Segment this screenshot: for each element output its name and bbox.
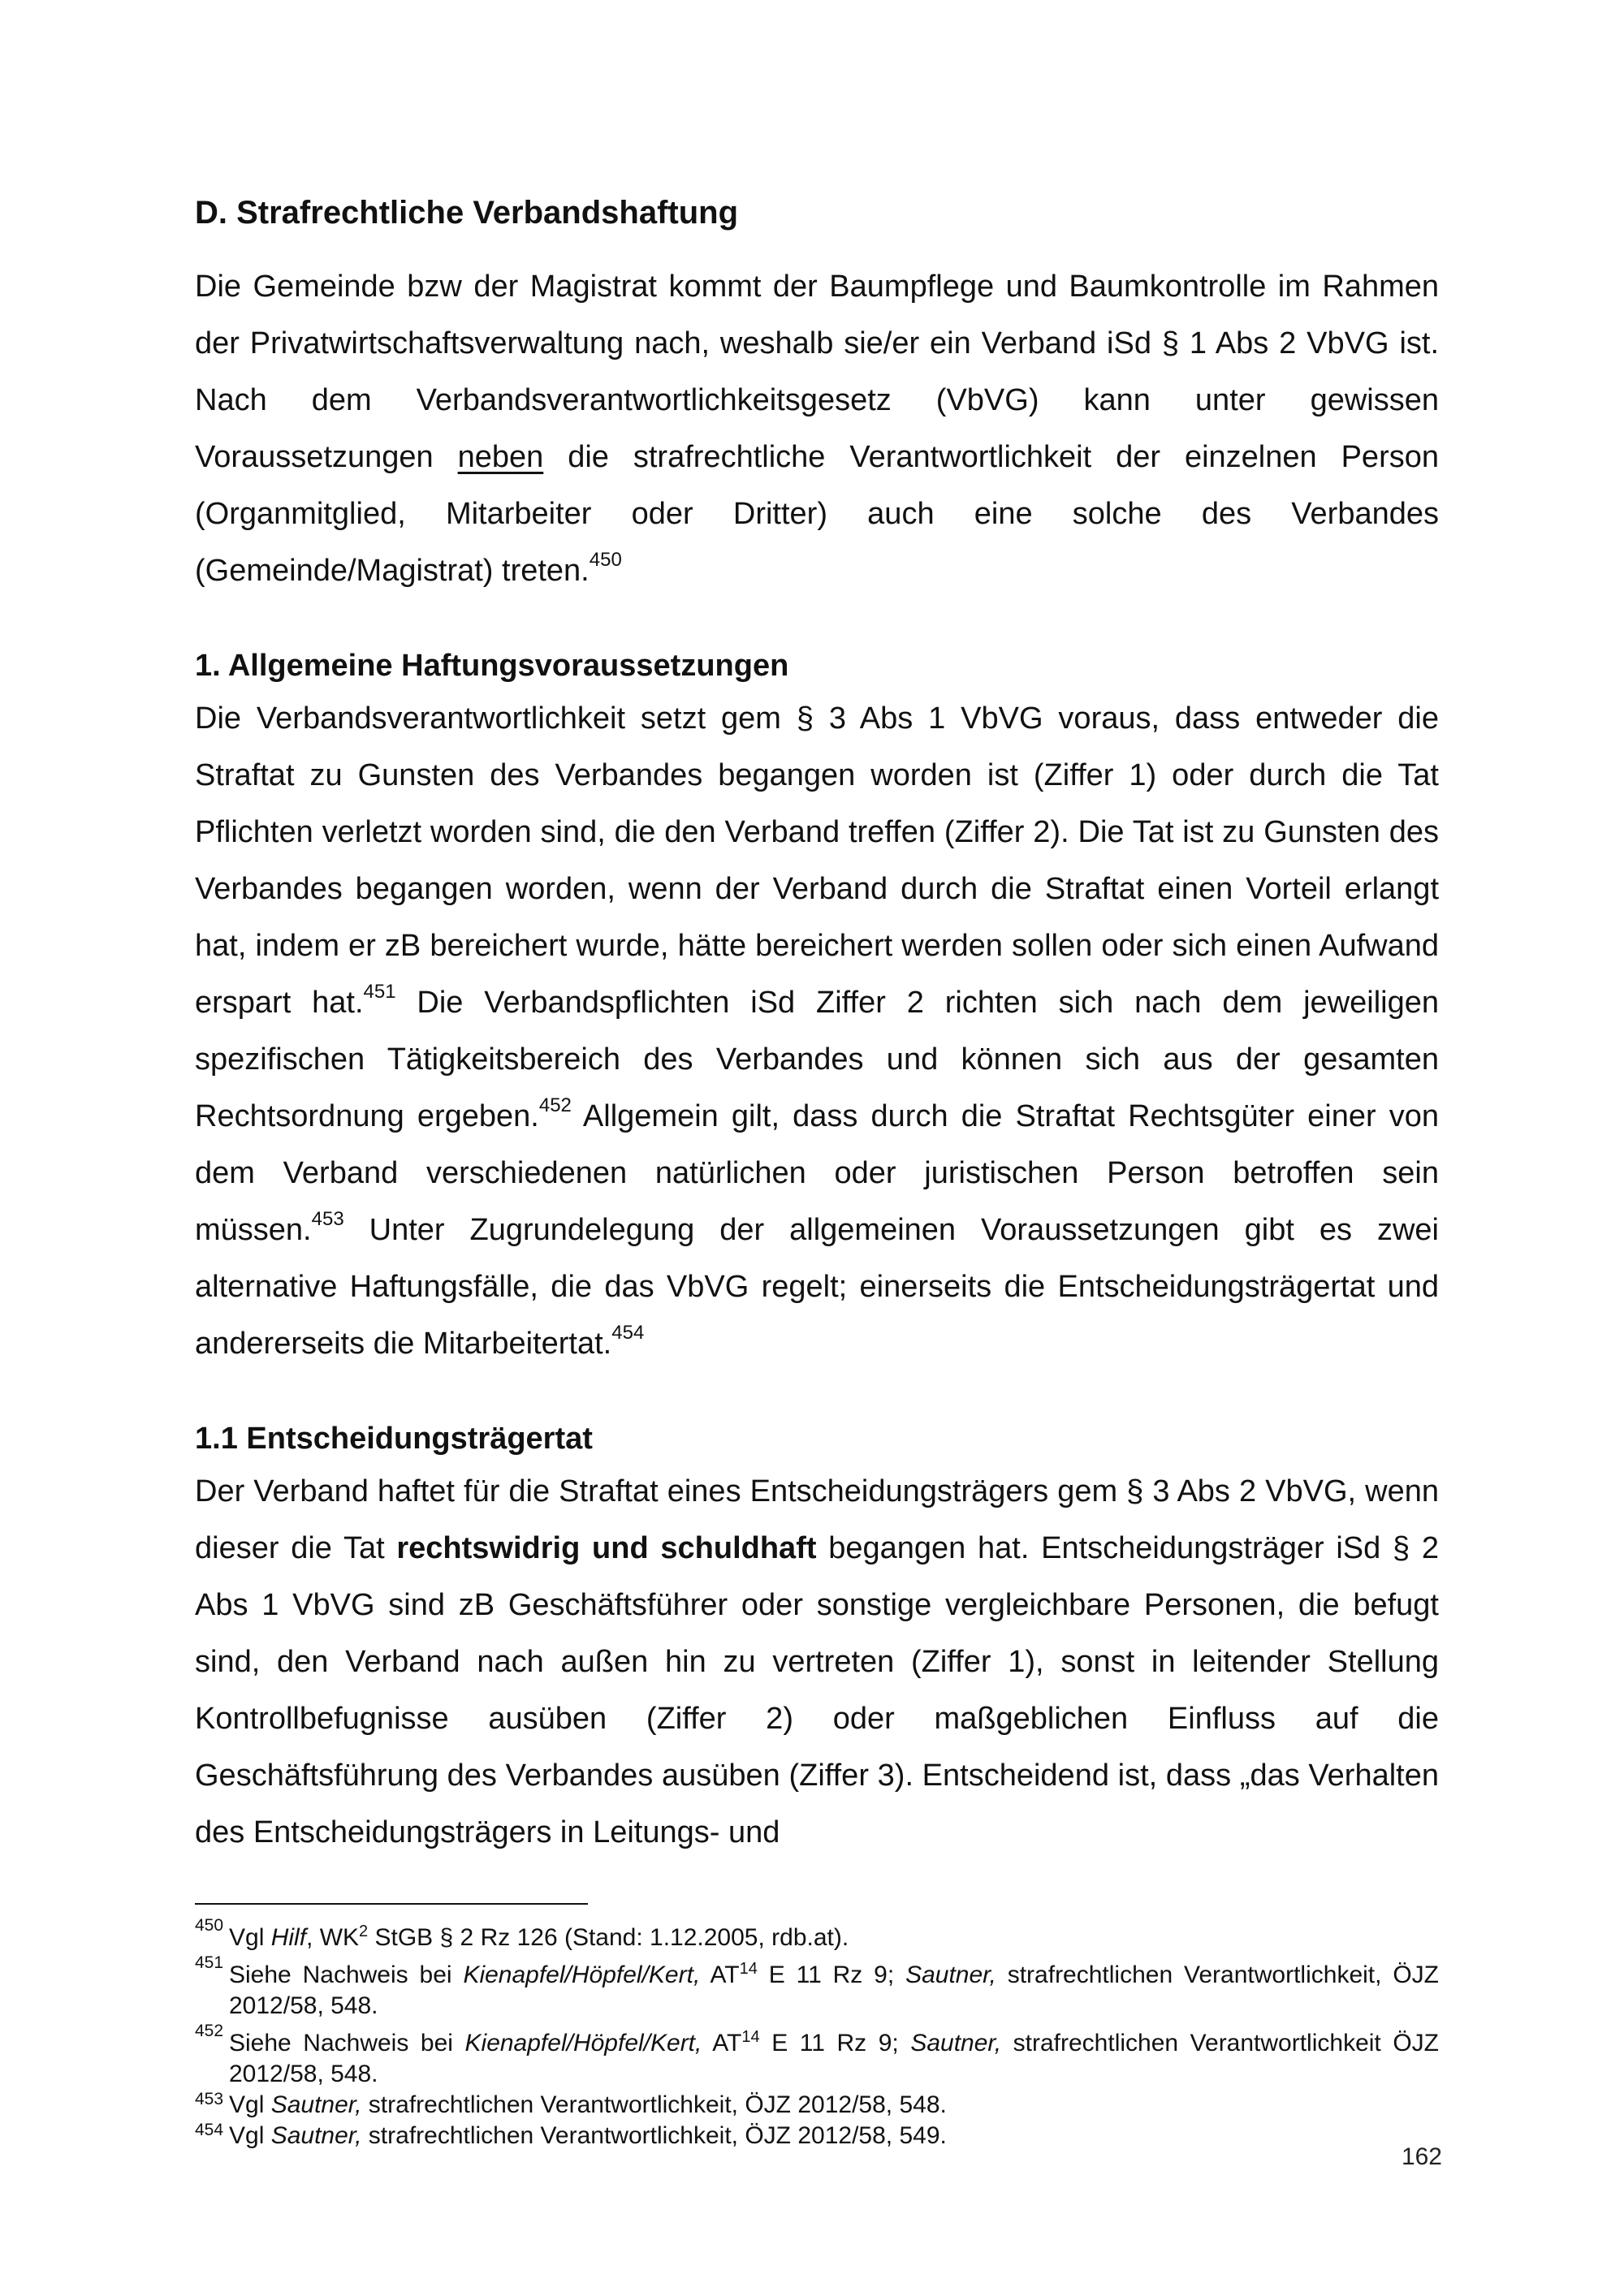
footnote-453: 453 Vgl Sautner, strafrechtlichen Verantwortlichkeit, ÖJZ 2012/58, 548. [195, 2090, 947, 2118]
footnote-ref-453[interactable]: 453 [311, 1208, 344, 1231]
section-heading: D. Strafrechtliche Verbandshaftung [195, 195, 739, 231]
subsection-heading-1: 1. Allgemeine Haftungsvoraussetzungen [195, 649, 789, 683]
footnote-ref-451[interactable]: 451 [363, 981, 396, 1003]
main-content [195, 188, 1439, 1861]
paragraph-entscheidungstraegertat: Der Verband haftet für die Straftat eines Entscheidungsträgers gem § 3 Abs 2 VbVG, wenn dieser die Tat rechtswidrig und schuldhaft begangen hat. Entscheidungsträger iSd § 2 Abs 1 VbVG sind zB Geschäftsführer oder sonstige vergleichbare Personen, die befugt sind, den Verband nach außen hin zu vertreten (Ziffer 1), sonst in leitender Stellung Kontrollbefugnisse ausüben (Ziffer 2) oder maßgeblichen Einfluss auf die Geschäftsführung des Verbandes ausüben (Ziffer 3). Entscheidend ist, dass „das Verhalten des Entscheidungsträgers in Leitungs- und [195, 1474, 1439, 1849]
footnotes [195, 1916, 1439, 2151]
footnote-ref-450[interactable]: 450 [589, 549, 622, 572]
footnote-452: 452 Siehe Nachweis bei Kienapfel/Höpfel/Kert, AT$^{14}$ E 11 Rz 9; Sautner, strafrechtlichen Verantwortlichkeit ÖJZ 2012/58, 548. [195, 2022, 1439, 2087]
underlined-word: neben [457, 440, 544, 474]
footnote-451: 451 Siehe Nachweis bei Kienapfel/Höpfel/Kert, AT$^{14}$ E 11 Rz 9; Sautner, strafrechtlichen Verantwortlichkeit, ÖJZ 2012/58, 548. [195, 1953, 1439, 2019]
footnote-454: 454 Vgl Sautner, strafrechtlichen Verantwortlichkeit, ÖJZ 2012/58, 549. [195, 2121, 947, 2149]
subsection-heading-1-1: 1.1 Entscheidungsträgertat [195, 1422, 593, 1456]
footnote-ref-452[interactable]: 452 [538, 1094, 572, 1117]
paragraph-haftungsvoraussetzungen: Die Verbandsverantwortlichkeit setzt gem § 3 Abs 1 VbVG voraus, dass entweder die Straftat zu Gunsten des Verbandes begangen worden ist (Ziffer 1) oder durch die Tat Pflichten verletzt worden sind, die den Verband treffen (Ziffer 2). Die Tat ist zu Gunsten des Verbandes begangen worden, wenn der Verband durch die Straftat einen Vorteil erlangt hat, indem er zB bereichert wurde, hätte bereichert werden sollen oder sich einen Aufwand erspart hat.$^{451}$ Die Verbandspflichten iSd Ziffer 2 richten sich nach dem jeweiligen spezifischen Tätigkeitsbereich des Verbandes und können sich aus der gesamten Rechtsordnung ergeben.$^{452}$ Allgemein gilt, dass durch die Straftat Rechtsgüter einer von dem Verband verschiedenen natürlichen oder juristischen Person betroffen sein müssen.$^{453}$ Unter Zugrundelegung der allgemeinen Voraussetzungen gibt es zwei alternative Haftungsfälle, die das VbVG regelt; einerseits die Entscheidungsträgertat und andererseits die Mitarbeitertat.$^{454}$ [195, 701, 1439, 1361]
footnote-divider [195, 1903, 588, 1905]
footnote-450: 450 Vgl Hilf, $WK^2$ StGB § 2 Rz 126 (Stand: 1.12.2005, rdb.at). [195, 1916, 849, 1951]
page-number: 162 [1401, 2143, 1442, 2170]
footnote-ref-454[interactable]: 454 [611, 1322, 645, 1344]
paragraph-verbandshaftung-intro: Die Gemeinde bzw der Magistrat kommt der Baumpflege und Baumkontrolle im Rahmen der Privatwirtschaftsverwaltung nach, weshalb sie/er ein Verband iSd § 1 Abs 2 VbVG ist. Nach dem Verbandsverantwortlichkeitsgesetz (VbVG) kann unter gewissen Voraussetzungen neben die strafrechtliche Verantwortlichkeit der einzelnen Person (Organmitglied, Mitarbeiter oder Dritter) auch eine solche des Verbandes (Gemeinde/Magistrat) treten.$^{450}$ [195, 270, 1439, 588]
bold-phrase: rechtswidrig und schuldhaft [396, 1531, 817, 1565]
